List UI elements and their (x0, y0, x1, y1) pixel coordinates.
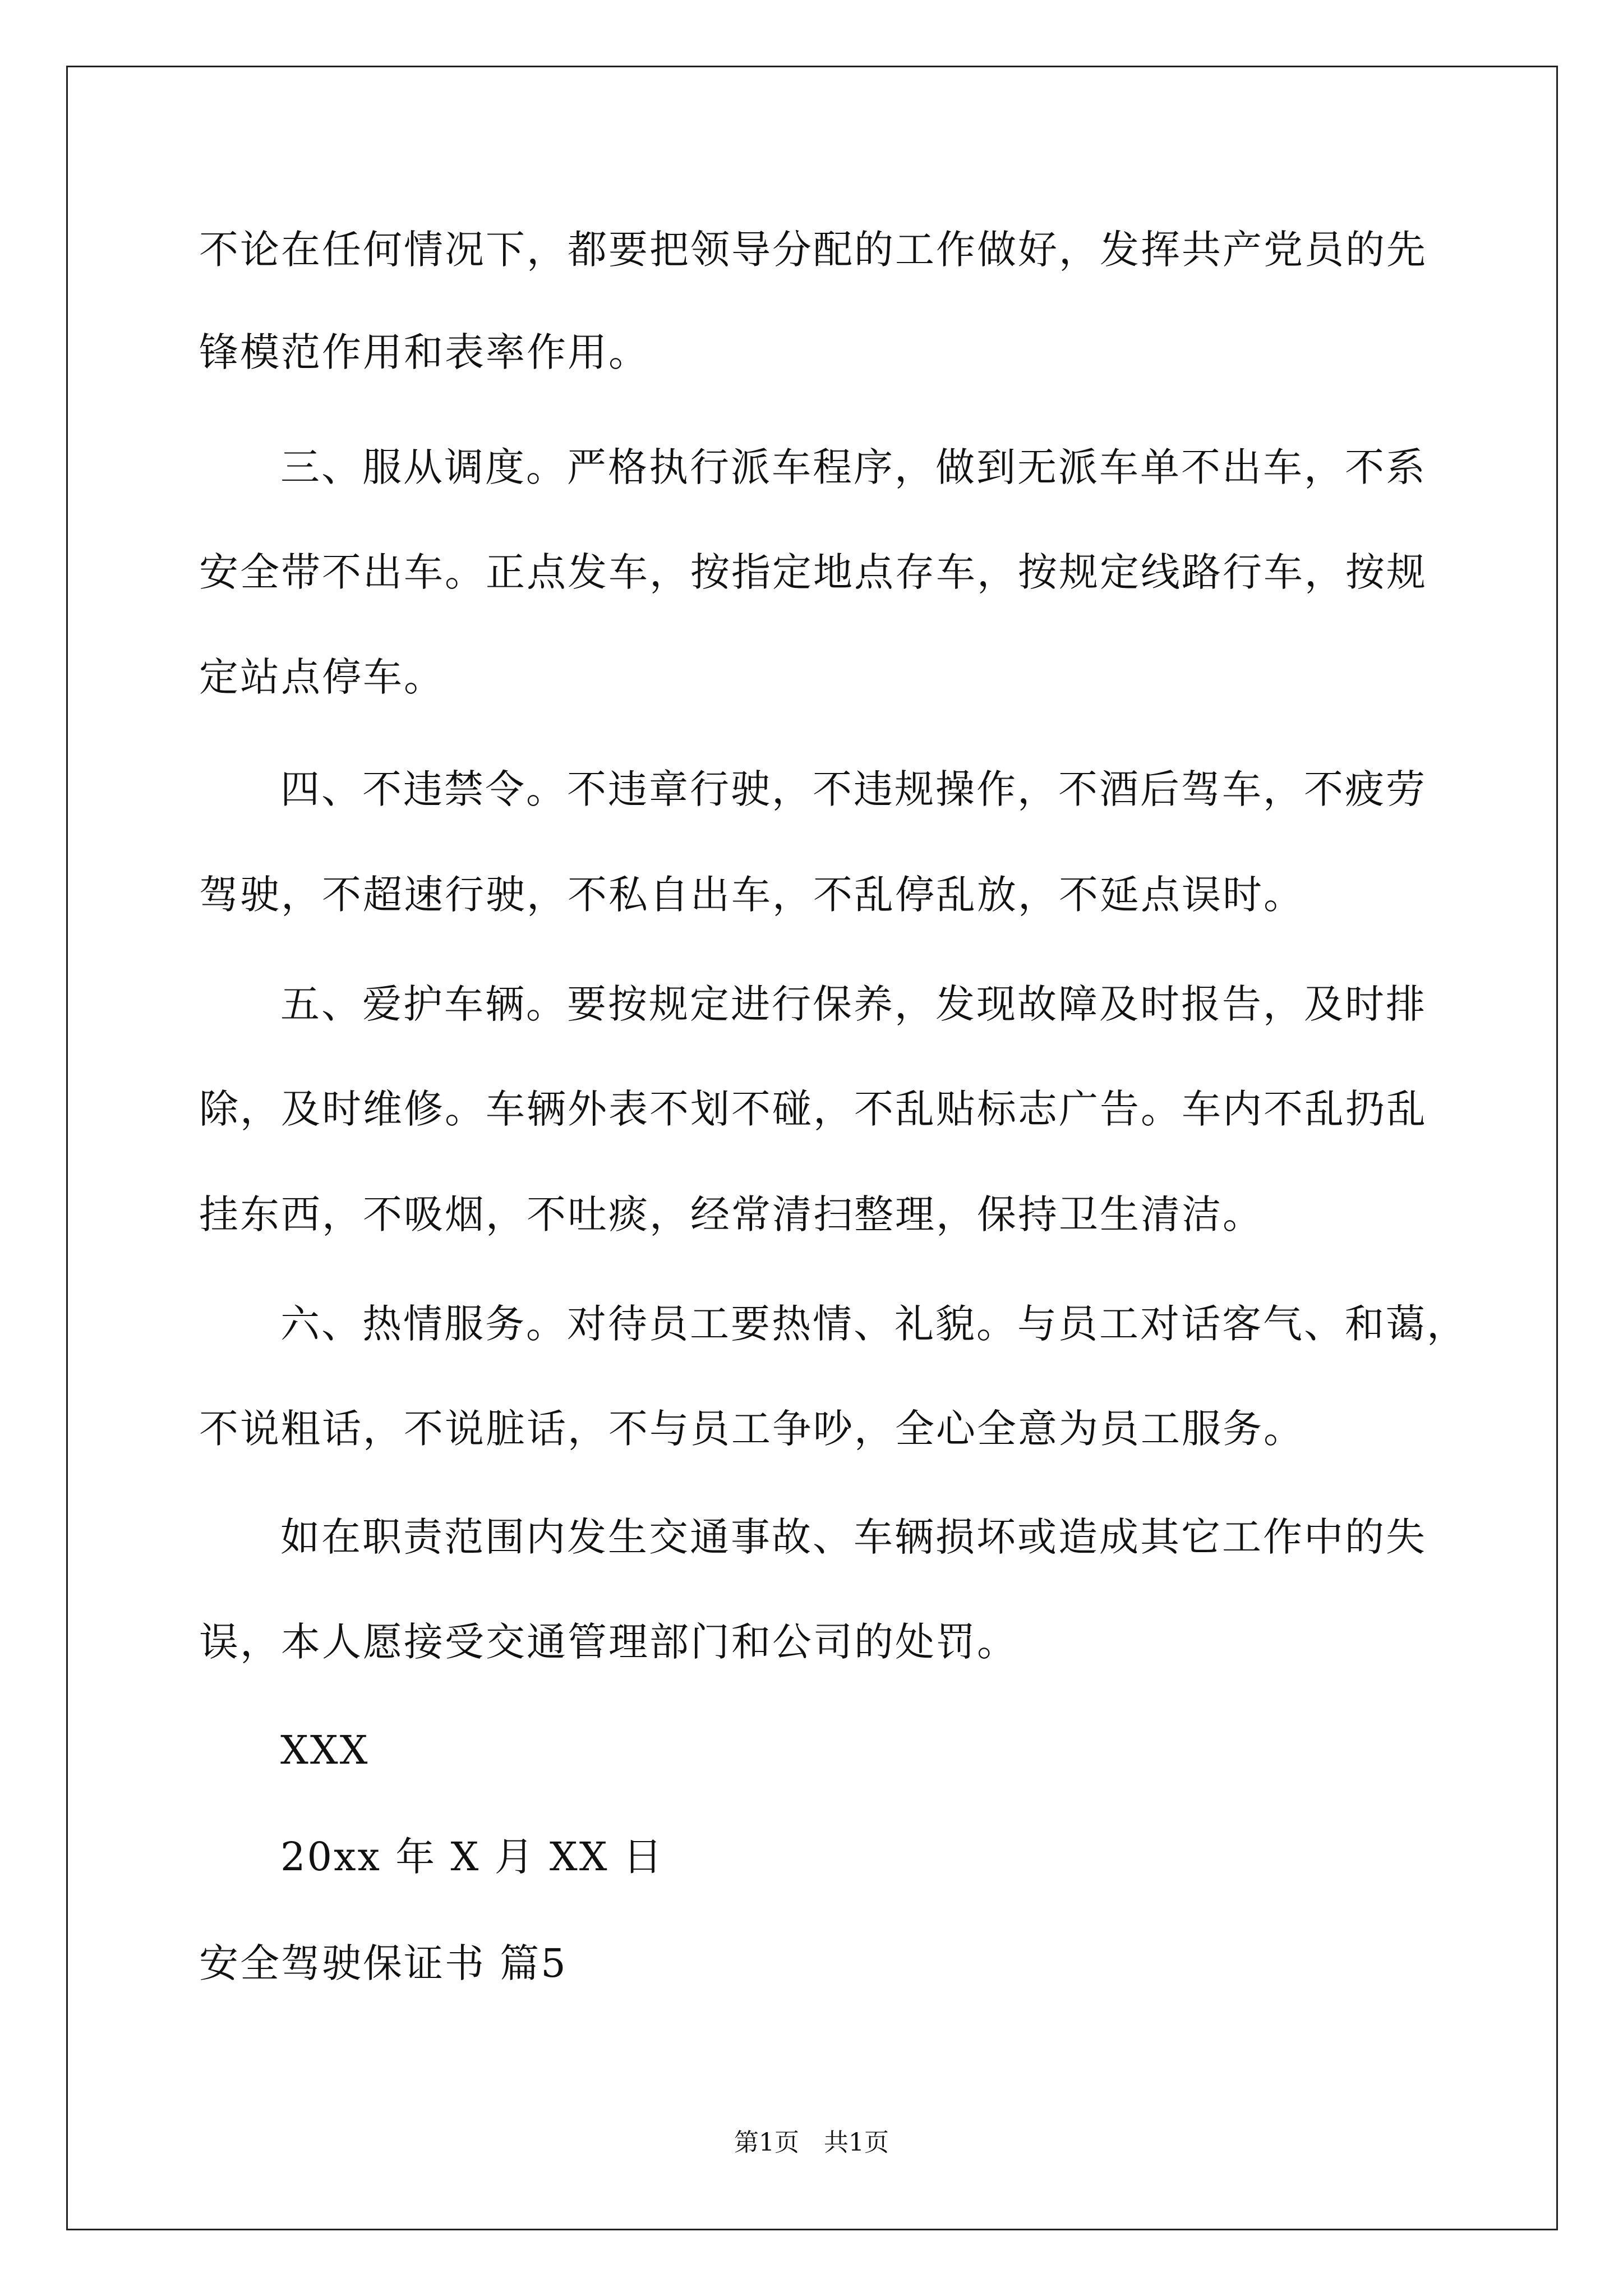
page-footer: 第1页 共1页 (734, 2128, 889, 2157)
paragraph-line: 定站点停车。 (199, 654, 445, 700)
paragraph-line: 四、不违禁令。不违章行驶，不违规操作，不酒后驾车，不疲劳 (280, 766, 1427, 812)
paragraph-line: 不说粗话，不说脏话，不与员工争吵，全心全意为员工服务。 (199, 1406, 1304, 1452)
paragraph-line: 锋模范作用和表率作用。 (199, 329, 649, 375)
paragraph-line: 除，及时维修。车辆外表不划不碰，不乱贴标志广告。车内不乱扔乱 (199, 1086, 1427, 1132)
page-border (66, 66, 1558, 2230)
paragraph-line: 五、爱护车辆。要按规定进行保养，发现故障及时报告，及时排 (280, 981, 1427, 1027)
paragraph-line: 安全带不出车。正点发车，按指定地点存车，按规定线路行车，按规 (199, 549, 1427, 595)
section-title: 安全驾驶保证书 篇5 (199, 1940, 568, 1986)
paragraph-line: 挂东西，不吸烟，不吐痰，经常清扫整理，保持卫生清洁。 (199, 1191, 1264, 1237)
paragraph-line: 三、服从调度。严格执行派车程序，做到无派车单不出车，不系 (280, 444, 1427, 490)
paragraph-line: 误，本人愿接受交通管理部门和公司的处罚。 (199, 1619, 1018, 1665)
paragraph-line: 如在职责范围内发生交通事故、车辆损坏或造成其它工作中的失 (280, 1514, 1427, 1560)
paragraph-line: 驾驶，不超速行驶，不私自出车，不乱停乱放，不延点误时。 (199, 872, 1304, 918)
paragraph-line: 六、热情服务。对待员工要热情、礼貌。与员工对话客气、和蔼， (280, 1301, 1468, 1347)
signature: XXX (280, 1727, 370, 1773)
date-line: 20xx 年 X 月 XX 日 (280, 1834, 664, 1880)
paragraph-line: 不论在任何情况下，都要把领导分配的工作做好，发挥共产党员的先 (199, 227, 1427, 273)
